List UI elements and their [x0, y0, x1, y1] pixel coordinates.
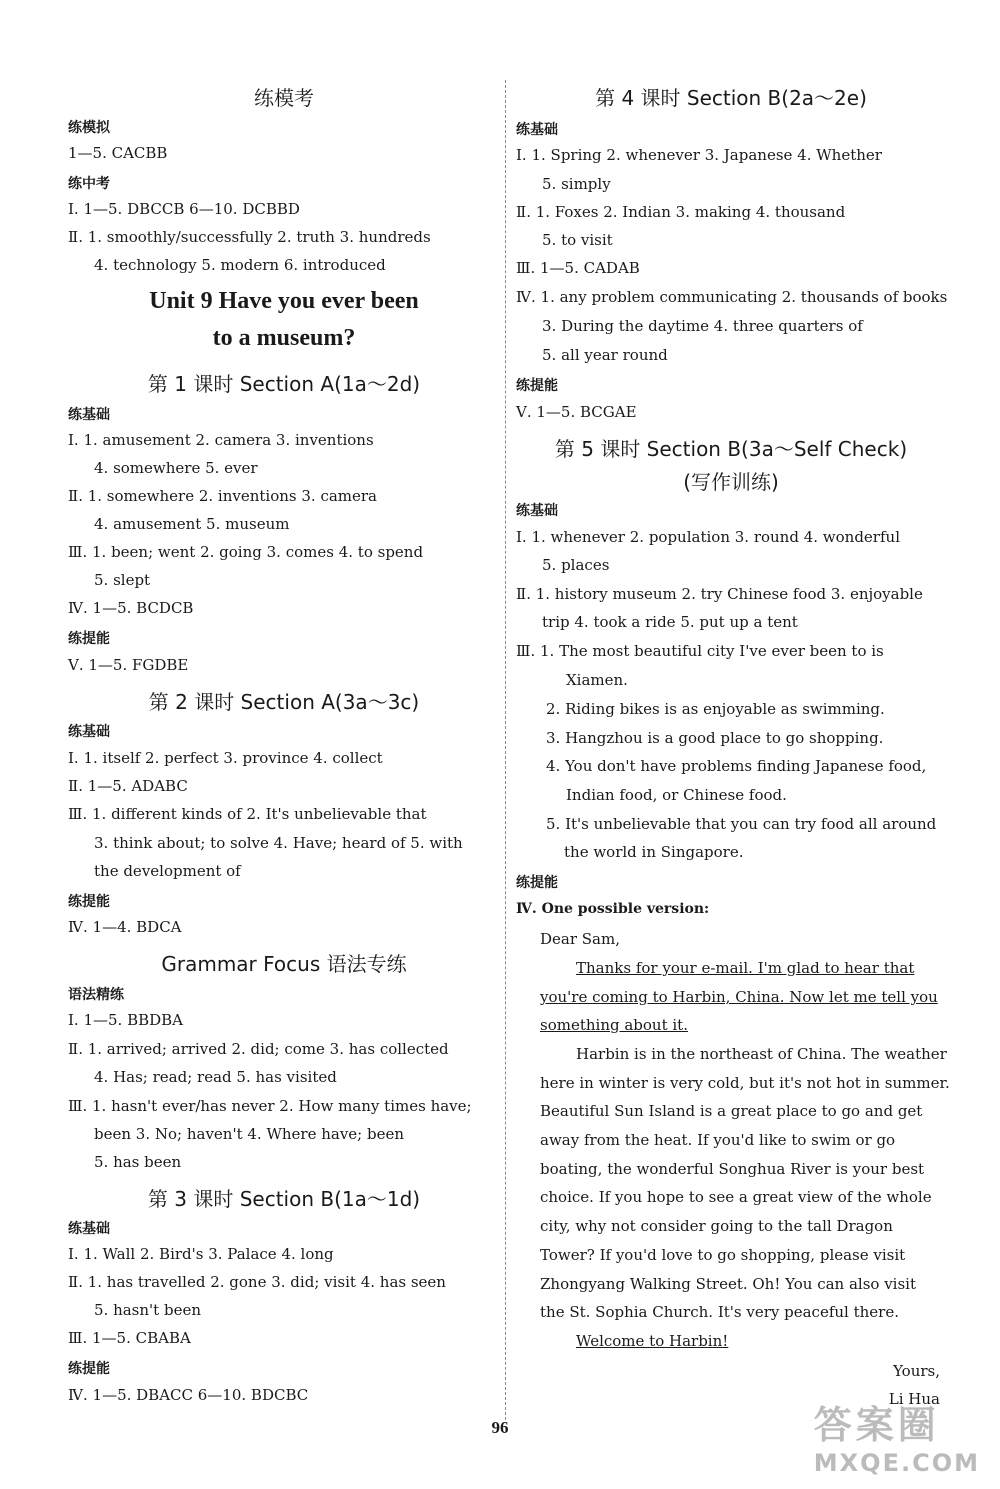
- heading-lianmokao: 练模考: [254, 86, 314, 110]
- subheading-jichu: 练基础: [68, 1221, 110, 1237]
- answer-line: 3. Hangzhou is a good place to go shopping.: [546, 729, 884, 747]
- letter-line: Tower? If you'd love to go shopping, please visit: [540, 1246, 906, 1264]
- letter-line: here in winter is very cold, but it's not hot in summer.: [540, 1074, 950, 1092]
- answer-line: Ⅳ. 1—4. BDCA: [68, 918, 182, 936]
- lesson-2-heading: 第 2 课时 Section A(3a～3c): [148, 690, 420, 714]
- answer-line: Ⅳ. 1—5. DBACC 6—10. BDCBC: [68, 1386, 309, 1404]
- answer-line: 4. You don't have problems finding Japanese food,: [546, 757, 927, 775]
- answer-line: Ⅲ. 1. The most beautiful city I've ever been to is: [516, 642, 884, 660]
- answer-line: 5. has been: [94, 1153, 182, 1171]
- letter-line: Harbin is in the northeast of China. The weather: [576, 1045, 947, 1063]
- version-label: Ⅳ. One possible version:: [516, 901, 710, 917]
- answer-line: 4. amusement 5. museum: [94, 515, 290, 533]
- grammar-focus-heading: Grammar Focus 语法专练: [161, 952, 407, 976]
- answer-line: Ⅰ. 1. itself 2. perfect 3. province 4. collect: [68, 749, 383, 767]
- answer-line: Ⅲ. 1. hasn't ever/has never 2. How many times have;: [68, 1097, 472, 1115]
- unit-title-line1: Unit 9 Have you ever been: [149, 288, 419, 314]
- letter-line: Beautiful Sun Island is a great place to go and get: [540, 1102, 923, 1120]
- answer-line: Indian food, or Chinese food.: [566, 786, 787, 804]
- lesson-5-subheading: (写作训练): [683, 470, 779, 494]
- answer-line: Ⅲ. 1—5. CADAB: [516, 259, 640, 277]
- answer-line: Ⅴ. 1—5. BCGAE: [516, 403, 637, 421]
- answer-line: Ⅳ. 1. any problem communicating 2. thousands of books: [516, 288, 948, 306]
- answer-line: Xiamen.: [566, 671, 628, 689]
- subheading-jichu: 练基础: [68, 724, 110, 740]
- letter-greeting: Dear Sam,: [540, 930, 620, 948]
- page-number: 96: [491, 1418, 509, 1437]
- answer-line: Ⅱ. 1. has travelled 2. gone 3. did; visit 4. has seen: [68, 1273, 446, 1291]
- answer-line: 1—5. CACBB: [68, 144, 168, 162]
- subheading-yufa: 语法精练: [68, 987, 124, 1003]
- lesson-5-heading: 第 5 课时 Section B(3a～Self Check): [554, 437, 908, 461]
- answer-line: Ⅰ. 1. amusement 2. camera 3. inventions: [68, 431, 374, 449]
- letter-line: something about it.: [540, 1016, 688, 1034]
- watermark-url: MXQE.COM: [813, 1449, 980, 1477]
- subheading-lianzhongkao: 练中考: [68, 176, 110, 192]
- subheading-tineng: 练提能: [516, 875, 558, 891]
- answer-line: Ⅱ. 1. somewhere 2. inventions 3. camera: [68, 487, 378, 505]
- watermark-title: 答案圈: [813, 1403, 940, 1447]
- answer-line: Ⅰ. 1—5. DBCCB 6—10. DCBBD: [68, 200, 300, 218]
- answer-line: Ⅰ. 1. Wall 2. Bird's 3. Palace 4. long: [68, 1245, 334, 1263]
- answer-line: Ⅴ. 1—5. FGDBE: [68, 656, 189, 674]
- answer-line: 5. simply: [542, 175, 611, 193]
- watermark: [814, 1394, 980, 1477]
- subheading-jichu: 练基础: [516, 503, 558, 519]
- letter-line: Zhongyang Walking Street. Oh! You can also visit: [540, 1275, 917, 1293]
- answer-line: Ⅳ. 1—5. BCDCB: [68, 599, 194, 617]
- answer-line: 4. somewhere 5. ever: [94, 459, 258, 477]
- column-divider: [505, 80, 506, 1420]
- letter-closing: Welcome to Harbin!: [576, 1332, 729, 1350]
- answer-line: Ⅲ. 1. different kinds of 2. It's unbelievable that: [68, 805, 427, 823]
- answer-line: 5. hasn't been: [94, 1301, 201, 1319]
- letter-line: away from the heat. If you'd like to swim or go: [540, 1131, 896, 1149]
- letter-line: boating, the wonderful Songhua River is your best: [540, 1160, 925, 1178]
- answer-line: Ⅰ. 1. Spring 2. whenever 3. Japanese 4. Whether: [516, 146, 882, 164]
- letter-signature: Li Hua: [888, 1390, 940, 1408]
- subheading-tineng: 练提能: [516, 378, 558, 394]
- answer-line: Ⅱ. 1. history museum 2. try Chinese food 3. enjoyable: [516, 585, 923, 603]
- answer-line: been 3. No; haven't 4. Where have; been: [94, 1125, 405, 1143]
- answer-line: 4. Has; read; read 5. has visited: [94, 1068, 337, 1086]
- letter-line: city, why not consider going to the tall Dragon: [540, 1217, 893, 1235]
- answer-line: 2. Riding bikes is as enjoyable as swimming.: [546, 700, 885, 718]
- answer-line: the world in Singapore.: [564, 843, 744, 861]
- letter-line: you're coming to Harbin, China. Now let me tell you: [540, 988, 938, 1006]
- answer-line: 4. technology 5. modern 6. introduced: [94, 256, 386, 274]
- letter-line: Thanks for your e-mail. I'm glad to hear that: [576, 959, 915, 977]
- lesson-4-heading: 第 4 课时 Section B(2a～2e): [595, 86, 867, 110]
- answer-line: 5. to visit: [542, 231, 613, 249]
- answer-line: 3. think about; to solve 4. Have; heard of 5. with: [94, 834, 463, 852]
- subheading-jichu: 练基础: [68, 407, 110, 423]
- subheading-tineng: 练提能: [68, 894, 110, 910]
- answer-line: the development of: [94, 862, 241, 880]
- lesson-3-heading: 第 3 课时 Section B(1a～1d): [147, 1187, 421, 1211]
- answer-line: Ⅲ. 1. been; went 2. going 3. comes 4. to spend: [68, 543, 424, 561]
- answer-line: Ⅱ. 1. Foxes 2. Indian 3. making 4. thousand: [516, 203, 846, 221]
- unit-title-line2: to a museum?: [212, 325, 356, 351]
- subheading-tineng: 练提能: [68, 631, 110, 647]
- letter-line: choice. If you hope to see a great view of the whole: [540, 1188, 932, 1206]
- answer-line: 5. all year round: [542, 346, 668, 364]
- answer-line: Ⅰ. 1. whenever 2. population 3. round 4. wonderful: [516, 528, 900, 546]
- lesson-1-heading: 第 1 课时 Section A(1a～2d): [147, 372, 421, 396]
- answer-line: Ⅰ. 1—5. BBDBA: [68, 1011, 184, 1029]
- subheading-tineng: 练提能: [68, 1361, 110, 1377]
- subheading-jichu: 练基础: [516, 122, 558, 138]
- letter-line: the St. Sophia Church. It's very peaceful there.: [540, 1303, 899, 1321]
- answer-line: 5. slept: [94, 571, 151, 589]
- answer-line: Ⅱ. 1—5. ADABC: [68, 777, 188, 795]
- answer-line: 3. During the daytime 4. three quarters of: [542, 317, 863, 335]
- answer-line: Ⅲ. 1—5. CBABA: [68, 1329, 191, 1347]
- subheading-lianmoni: 练模拟: [68, 120, 110, 136]
- answer-line: Ⅱ. 1. smoothly/successfully 2. truth 3. hundreds: [68, 228, 431, 246]
- answer-line: trip 4. took a ride 5. put up a tent: [542, 613, 798, 631]
- answer-line: Ⅱ. 1. arrived; arrived 2. did; come 3. has collected: [68, 1040, 449, 1058]
- answer-line: 5. It's unbelievable that you can try food all around: [546, 815, 937, 833]
- answer-line: 5. places: [542, 556, 610, 574]
- letter-signoff: Yours,: [893, 1362, 940, 1380]
